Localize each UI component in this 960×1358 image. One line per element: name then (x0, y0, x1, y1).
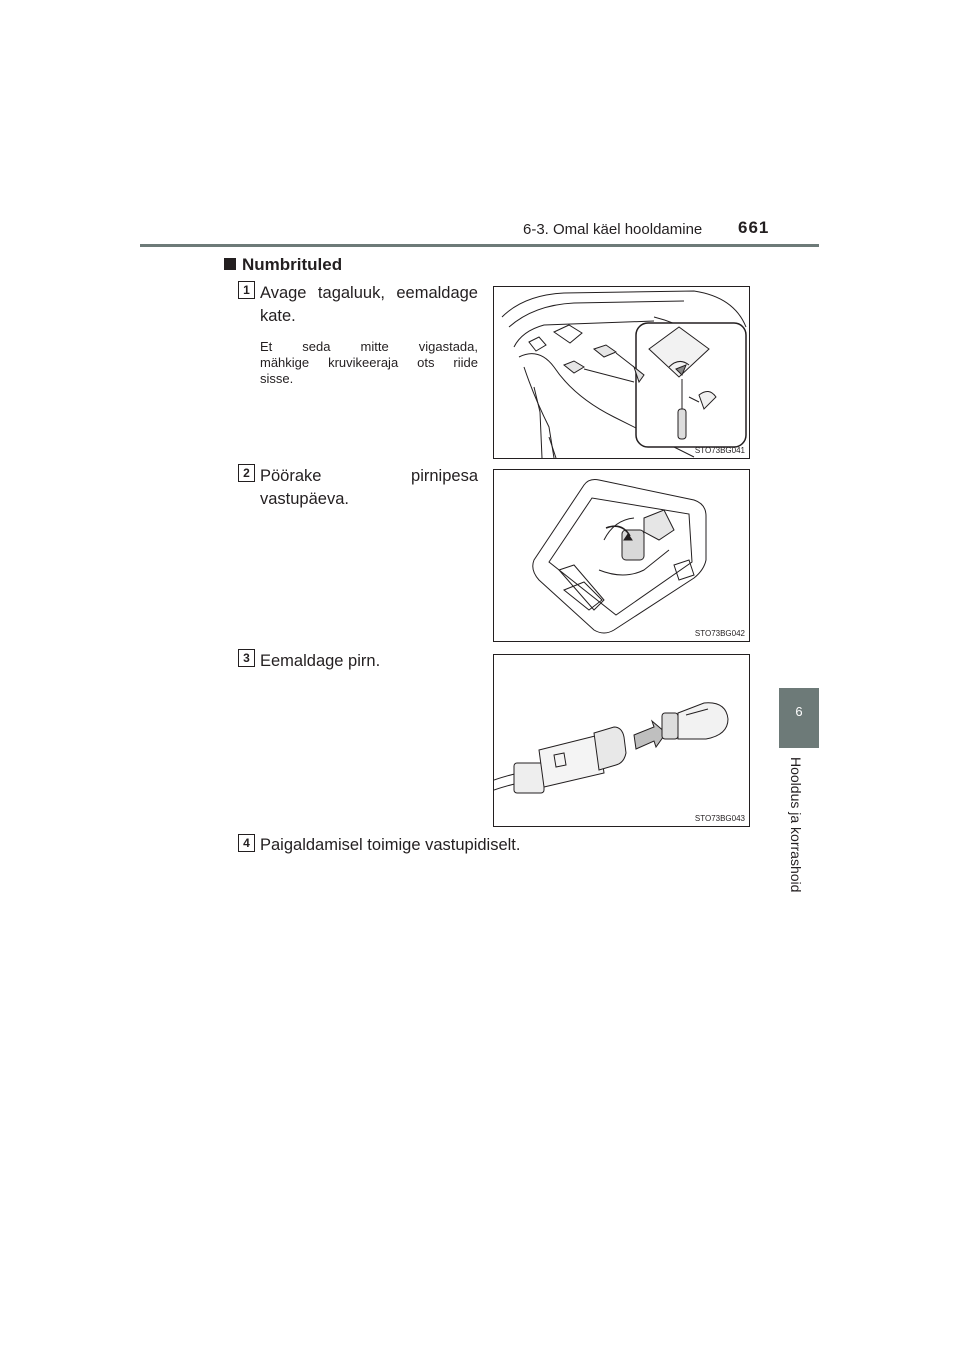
figure-bulb-removal (493, 654, 750, 827)
step-2-text-line2: vastupäeva. (260, 490, 349, 508)
figure-tailgate-cover (493, 286, 750, 459)
figure-2-code: STO73BG042 (694, 629, 745, 638)
step-1-note-line3: sisse. (260, 371, 294, 386)
step-2-text-line1: Pöörake pirnipesa (260, 467, 478, 485)
step-number-3: 3 (238, 649, 255, 667)
bulb-removal-illustration (494, 655, 749, 826)
step-4-text-line1: Paigaldamisel toimige vastupidiselt. (260, 836, 521, 854)
square-bullet-icon (224, 258, 236, 270)
step-1-text-line1: Avage tagaluuk, eemaldage (260, 284, 478, 302)
section-title (224, 255, 342, 275)
socket-rotate-illustration (494, 470, 749, 641)
section-title-text: Numbrituled (242, 255, 343, 274)
step-1-note-line1: Et seda mitte vigastada, (260, 339, 478, 354)
figure-socket-rotate (493, 469, 750, 642)
figure-3-code: STO73BG043 (694, 814, 745, 823)
chapter-tab-label: Hooldus ja korrashoid (788, 757, 804, 893)
step-1-text-line2: kate. (260, 307, 296, 325)
tailgate-cover-illustration (494, 287, 749, 458)
step-1-note-line2: mähkige kruvikeeraja ots riide (260, 355, 478, 370)
running-header-section: 6-3. Omal käel hooldamine (523, 221, 703, 238)
figure-1-code: STO73BG041 (694, 446, 745, 455)
chapter-tab-number: 6 (795, 704, 803, 719)
step-3-text-line1: Eemaldage pirn. (260, 652, 381, 670)
page-number: 661 (738, 218, 770, 237)
header-rule (140, 244, 819, 247)
step-number-4: 4 (238, 834, 255, 852)
step-number-2: 2 (238, 464, 255, 482)
step-number-1: 1 (238, 281, 255, 299)
